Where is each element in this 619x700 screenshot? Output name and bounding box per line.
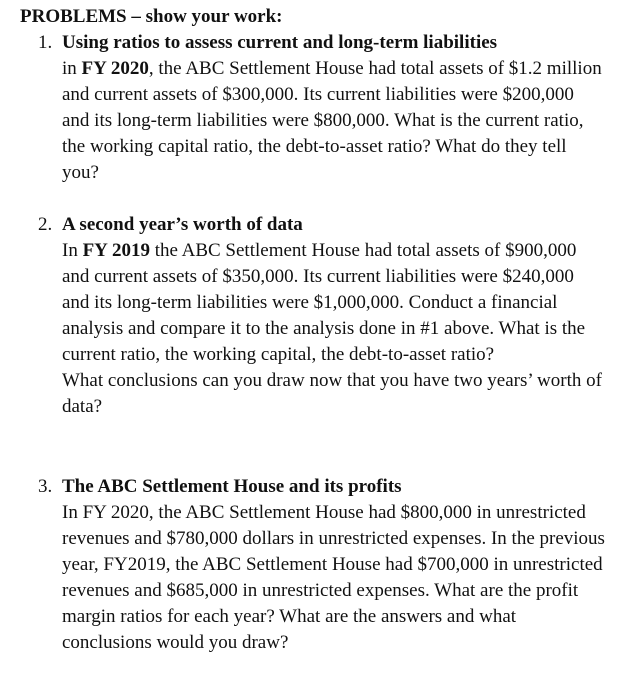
problem-2 [14, 212, 605, 420]
body-text: in [62, 58, 82, 79]
problem-number: 1. [38, 32, 53, 53]
problem-number: 3. [38, 476, 53, 497]
problem-1 [14, 30, 605, 186]
fiscal-year: FY 2019 [82, 240, 150, 261]
problem-3 [14, 474, 605, 656]
body-text: , the ABC Settlement House had total assets of $1.2 million and current assets of $300,000. Its current liabilities were $200,000 and its long-term liabilities were $800,000. What is the current ratio, the working capital ratio, the debt-to-asset ratio? What do they tell you? [62, 58, 602, 183]
body-text: the ABC Settlement House had total assets of $900,000 and current assets of $350,000. Its current liabilities were $240,000 and its long-term liabilities were $1,000,000. Conduct a financial analysis and compare it to the analysis done in #1 above. What is the current ratio, the working capital, the debt-to-asset ratio? [62, 240, 586, 365]
body-text: In [62, 240, 83, 261]
problem-followup: What conclusions can you draw now that you have two years’ worth of data? [62, 370, 602, 417]
problem-title: A second year’s worth of data [62, 214, 303, 235]
problem-body [62, 238, 605, 368]
problem-body [62, 56, 605, 186]
problem-title: The ABC Settlement House and its profits [62, 476, 402, 497]
page-title: PROBLEMS – show your work: [20, 6, 283, 27]
fiscal-year: FY 2020 [81, 58, 149, 79]
problem-body: In FY 2020, the ABC Settlement House had $800,000 in unrestricted revenues and $780,000 dollars in unrestricted expenses. In the previous year, FY2019, the ABC Settlement House had $700,000 in unrestricted revenues and $685,000 in unrestricted expenses. What are the profit margin ratios for each year? What are the answers and what conclusions would you draw? [62, 502, 605, 653]
problem-number: 2. [38, 214, 53, 235]
problem-title: Using ratios to assess current and long-term liabilities [62, 32, 498, 53]
